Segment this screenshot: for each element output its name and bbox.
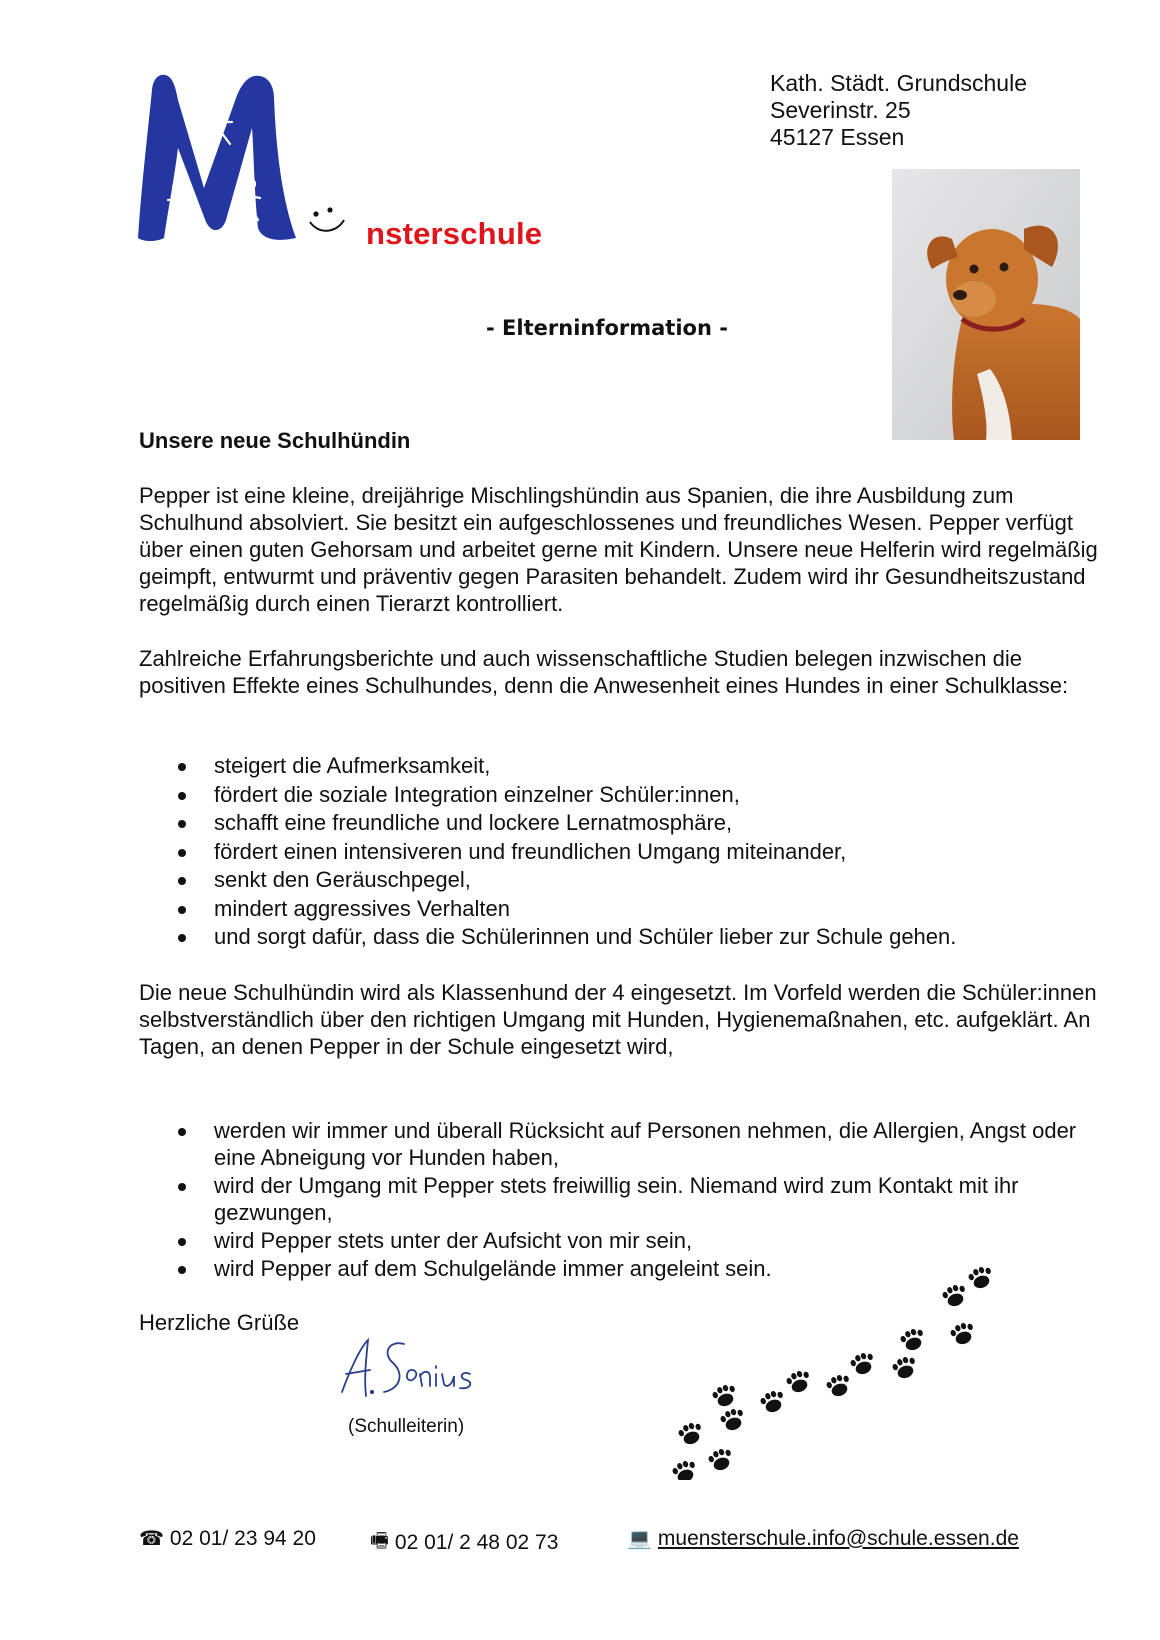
paw-print <box>671 1458 700 1480</box>
list-item: fördert einen intensiveren und freundlichen Umgang miteinander, <box>178 838 1113 867</box>
list-item: mindert aggressives Verhalten <box>178 895 1113 924</box>
list-item: schafft eine freundliche und lockere Lernatmosphäre, <box>178 809 1113 838</box>
address-line: 45127 Essen <box>770 124 905 150</box>
phone-icon: ☎ <box>139 1528 164 1550</box>
paw-print <box>785 1368 814 1395</box>
signer-role: (Schulleiterin) <box>348 1416 465 1437</box>
paw-print <box>891 1354 920 1381</box>
list-item: wird Pepper stets unter der Aufsicht von mir sein, <box>178 1227 1113 1254</box>
handwritten-signature <box>332 1330 492 1405</box>
dog-photo <box>892 169 1080 440</box>
address-line: Severinstr. 25 <box>770 97 911 123</box>
school-name-text: nsterschule <box>366 216 543 251</box>
paw-print <box>899 1326 928 1353</box>
document-subtitle: - Elterninformation - <box>486 316 728 340</box>
list-item: wird der Umgang mit Pepper stets freiwillig sein. Niemand wird zum Kontakt mit ihr gezwungen, <box>178 1172 1113 1226</box>
fax-number: 02 01/ 2 48 02 73 <box>394 1531 559 1554</box>
paragraph-usage: Die neue Schulhündin wird als Klassenhund der 4 eingesetzt. Im Vorfeld werden die Schüler:innen selbstverständlich über den richtigen Umgang mit Hunden, Hygienemaßnahen, etc. aufgeklärt. An Tagen, an denen Pepper in der Schule eingesetzt wird, <box>139 980 1097 1059</box>
paw-print <box>719 1406 748 1433</box>
paw-prints-icon <box>650 1250 1050 1480</box>
paragraph-intro: Pepper ist eine kleine, dreijährige Mischlingshündin aus Spanien, die ihre Ausbildung zum Schulhund absolviert. Sie besitzt ein aufgeschlossenes und freundliches Wesen. Pepper verfügt über einen guten Gehorsam und arbeitet gerne mit Kindern. Unsere neue Helferin wird regelmäßig geimpft, entwurmt und präventiv gegen Parasiten behandelt. Zudem wird ihr Gesundheitszustand regelmäßig durch einen Tierarzt kontrolliert. <box>139 483 1098 616</box>
list-item: fördert die soziale Integration einzelner Schüler:innen, <box>178 781 1113 810</box>
signature <box>332 1330 492 1405</box>
phone-number: 02 01/ 23 94 20 <box>169 1526 316 1550</box>
closing-greeting: Herzliche Grüße <box>139 1310 300 1335</box>
school-logo <box>138 70 558 260</box>
paw-print <box>707 1446 736 1473</box>
paw-print <box>825 1372 854 1399</box>
footer-phone <box>139 1526 316 1551</box>
computer-icon: 💻 <box>627 1528 652 1550</box>
paragraph-effects: Zahlreiche Erfahrungsberichte und auch wissenschaftliche Studien belegen inzwischen die positiven Effekte eines Schulhundes, denn die Anwesenheit eines Hundes in einer Schulklasse: <box>139 646 1069 698</box>
paw-print <box>949 1320 978 1347</box>
list-item: steigert die Aufmerksamkeit, <box>178 752 1113 781</box>
footer-email[interactable] <box>627 1526 1019 1551</box>
paw-print <box>711 1382 740 1409</box>
paw-print <box>967 1264 996 1291</box>
school-address <box>770 70 1027 151</box>
footer-fax <box>370 1526 558 1560</box>
list-item: wird Pepper auf dem Schulgelände immer angeleint sein. <box>178 1255 1113 1282</box>
list-item: und sorgt dafür, dass die Schülerinnen und Schüler lieber zur Schule gehen. <box>178 923 1113 952</box>
effects-list <box>178 752 1113 952</box>
list-item: senkt den Geräuschpegel, <box>178 866 1113 895</box>
fax-icon: 🖷 <box>370 1530 389 1552</box>
list-item: werden wir immer und überall Rücksicht auf Personen nehmen, die Allergien, Angst oder eine Abneigung vor Hunden haben, <box>178 1117 1113 1171</box>
paw-print <box>849 1350 878 1377</box>
email-link[interactable]: muensterschule.info@schule.essen.de <box>657 1526 1019 1550</box>
paw-print <box>759 1388 788 1415</box>
address-line: Kath. Städt. Grundschule <box>770 70 1027 96</box>
paw-print <box>941 1282 970 1309</box>
paw-print <box>677 1420 706 1447</box>
document-heading: Unsere neue Schulhündin <box>139 428 411 453</box>
